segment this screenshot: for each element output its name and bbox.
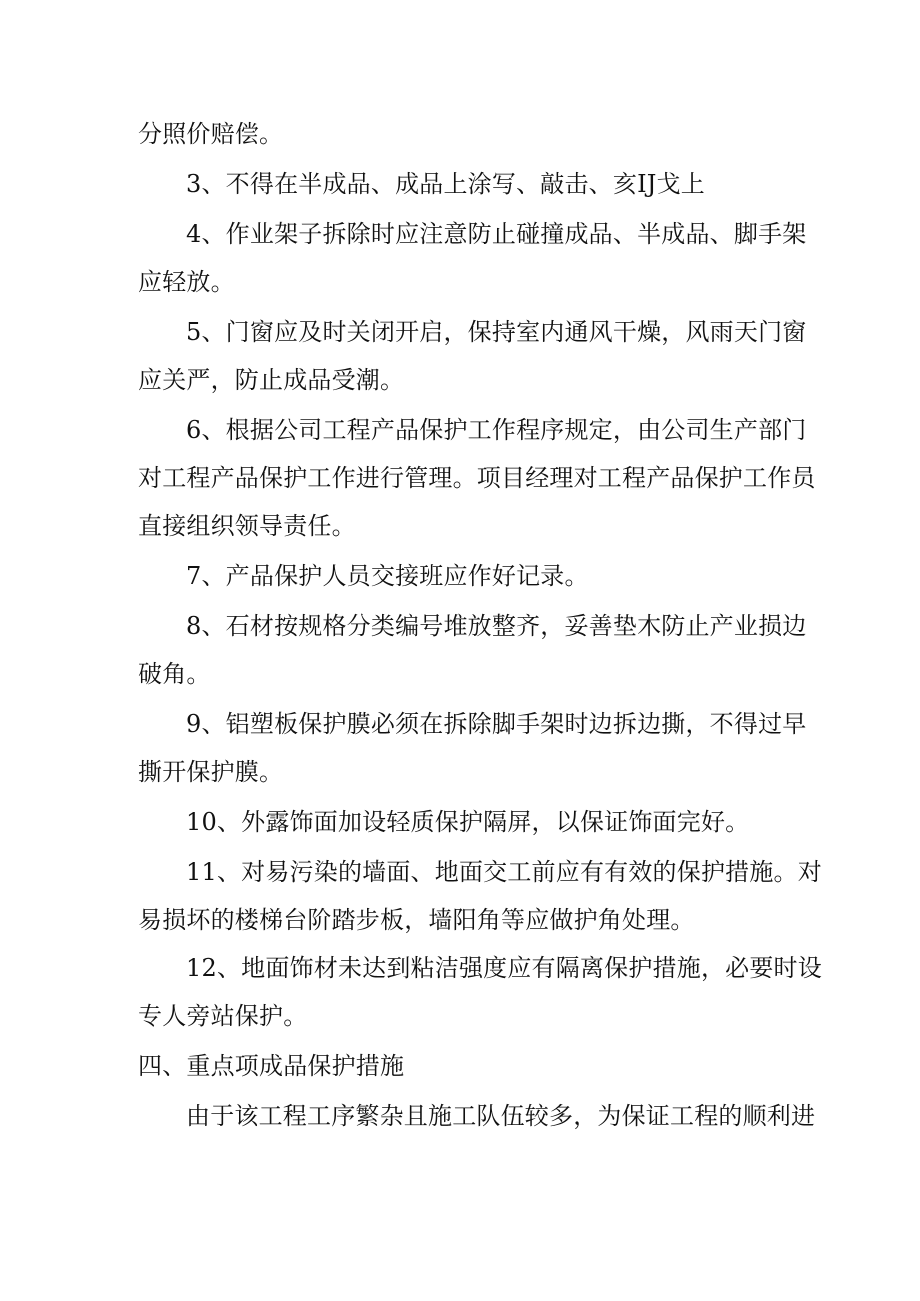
text-line: 3、不得在半成品、成品上涂写、敲击、亥IJ戈上 — [186, 170, 705, 198]
text-line: 5、门窗应及时关闭开启，保持室内通风干燥，风雨天门窗 — [186, 318, 807, 346]
text-line: 分照价赔偿。 — [138, 120, 284, 148]
text-line: 专人旁站保护。 — [138, 1002, 308, 1030]
text-line: 11、对易污染的墙面、地面交工前应有有效的保护措施。对 — [186, 858, 822, 886]
text-line: 6、根据公司工程产品保护工作程序规定，由公司生产部门 — [186, 416, 807, 444]
text-line: 由于该工程工序繁杂且施工队伍较多，为保证工程的顺利进 — [186, 1102, 816, 1130]
text-line: 9、铝塑板保护膜必须在拆除脚手架时边拆边撕，不得过早 — [186, 710, 807, 738]
text-line: 对工程产品保护工作进行管理。项目经理对工程产品保护工作员 — [138, 464, 816, 492]
text-line: 破角。 — [138, 660, 211, 688]
section-heading: 四、重点项成品保护措施 — [138, 1052, 405, 1080]
text-line: 直接组织领导责任。 — [138, 512, 356, 540]
text-line: 12、地面饰材未达到粘洁强度应有隔离保护措施，必要时设 — [186, 954, 822, 982]
text-line: 10、外露饰面加设轻质保护隔屏，以保证饰面完好。 — [186, 808, 750, 836]
text-line: 应轻放。 — [138, 268, 235, 296]
text-line: 易损坏的楼梯台阶踏步板，墙阳角等应做护角处理。 — [138, 906, 695, 934]
text-line: 4、作业架子拆除时应注意防止碰撞成品、半成品、脚手架 — [186, 220, 807, 248]
text-line: 应关严，防止成品受潮。 — [138, 366, 405, 394]
text-line: 8、石材按规格分类编号堆放整齐，妥善垫木防止产业损边 — [186, 612, 807, 640]
text-line: 7、产品保护人员交接班应作好记录。 — [186, 562, 589, 590]
text-line: 撕开保护膜。 — [138, 758, 284, 786]
